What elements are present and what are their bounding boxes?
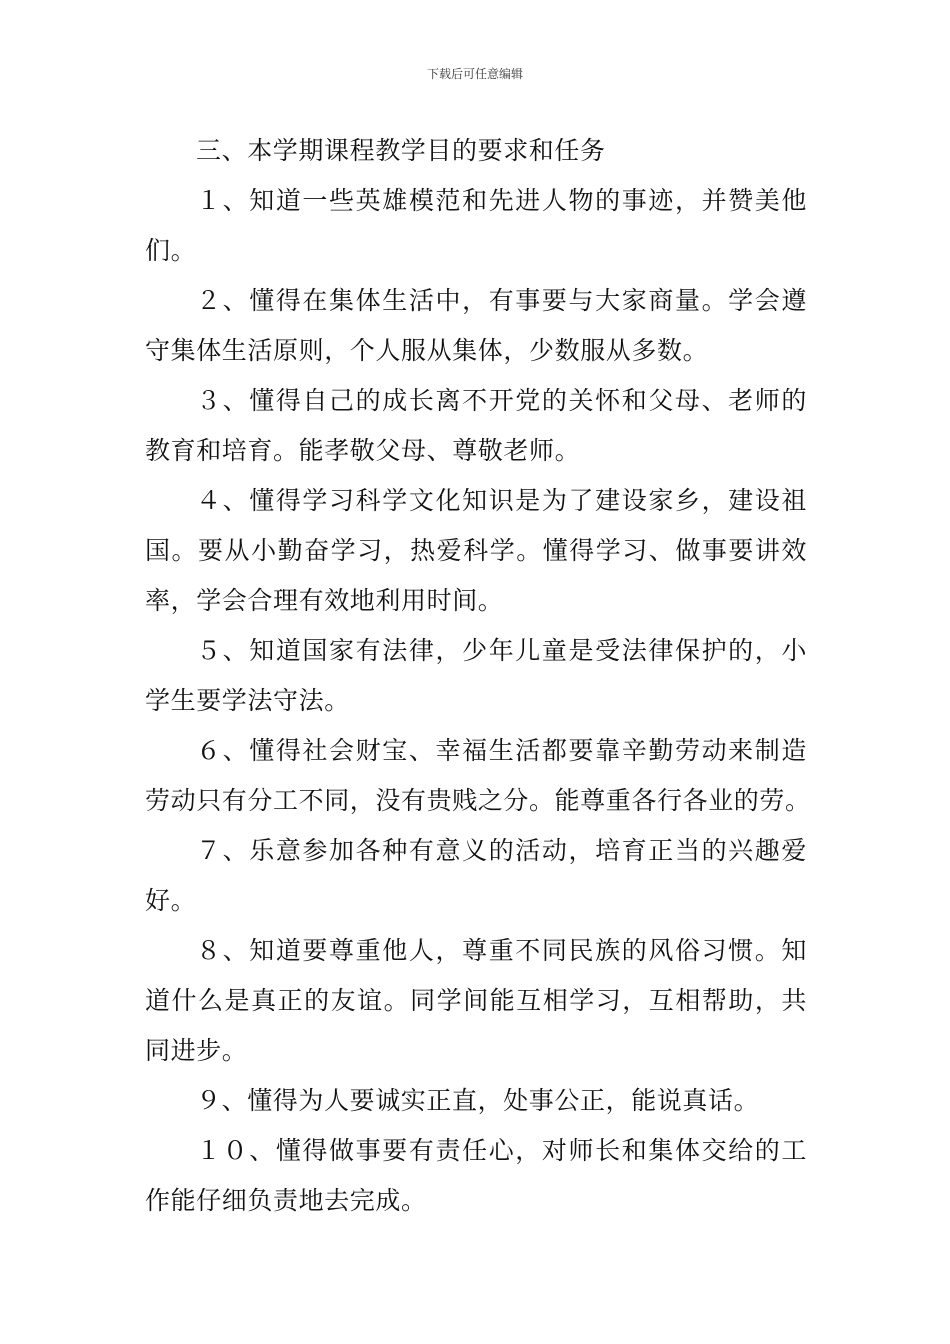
item-9-line-1: ９、懂得为人要诚实正直，处事公正，能说真话。	[196, 1086, 760, 1115]
item-5-line-1: ５、知道国家有法律，少年儿童是受法律保护的，小	[196, 636, 807, 665]
document-body	[145, 126, 811, 1226]
item-6-line-1: ６、懂得社会财宝、幸福生活都要靠辛勤劳动来制造	[196, 736, 807, 765]
list-item-2	[145, 276, 807, 376]
item-10-line-2: 作能仔细负责地去完成。	[145, 1186, 427, 1215]
item-2-line-2: 守集体生活原则，个人服从集体，少数服从多数。	[145, 336, 709, 365]
item-8-line-3: 同进步。	[145, 1036, 248, 1065]
list-item-7	[145, 826, 807, 926]
item-3-line-2: 教育和培育。能孝敬父母、尊敬老师。	[145, 436, 581, 465]
item-4-line-3: 率，学会合理有效地利用时间。	[145, 586, 504, 615]
item-1-line-1: １、知道一些英雄模范和先进人物的事迹，并赞美他	[196, 186, 807, 215]
list-item-9	[145, 1076, 807, 1126]
item-1-line-2: 们。	[145, 236, 197, 265]
list-item-4	[145, 476, 807, 626]
item-6-line-2: 劳动只有分工不同，没有贵贱之分。能尊重各行各业的劳。	[145, 786, 811, 815]
list-item-5	[145, 626, 807, 726]
section-title: 三、本学期课程教学目的要求和任务	[196, 136, 606, 165]
item-4-line-2: 国。要从小勤奋学习，热爱科学。懂得学习、做事要讲效	[145, 536, 807, 565]
item-4-line-1: ４、懂得学习科学文化知识是为了建设家乡，建设祖	[196, 486, 807, 515]
list-item-6	[145, 726, 811, 826]
item-10-line-1: １０、懂得做事要有责任心，对师长和集体交给的工	[196, 1136, 807, 1165]
item-2-line-1: ２、懂得在集体生活中，有事要与大家商量。学会遵	[196, 286, 807, 315]
item-8-line-2: 道什么是真正的友谊。同学间能互相学习，互相帮助，共	[145, 986, 807, 1015]
item-3-line-1: ３、懂得自己的成长离不开党的关怀和父母、老师的	[196, 386, 807, 415]
list-item-3	[145, 376, 807, 476]
item-5-line-2: 学生要学法守法。	[145, 686, 350, 715]
item-8-line-1: ８、知道要尊重他人，尊重不同民族的风俗习惯。知	[196, 936, 807, 965]
list-item-10	[145, 1126, 807, 1226]
item-7-line-1: ７、乐意参加各种有意义的活动，培育正当的兴趣爱	[196, 836, 807, 865]
page-header: 下载后可任意编辑	[426, 67, 523, 81]
list-item-8	[145, 926, 807, 1076]
item-7-line-2: 好。	[145, 886, 197, 915]
list-item-1	[145, 176, 807, 276]
